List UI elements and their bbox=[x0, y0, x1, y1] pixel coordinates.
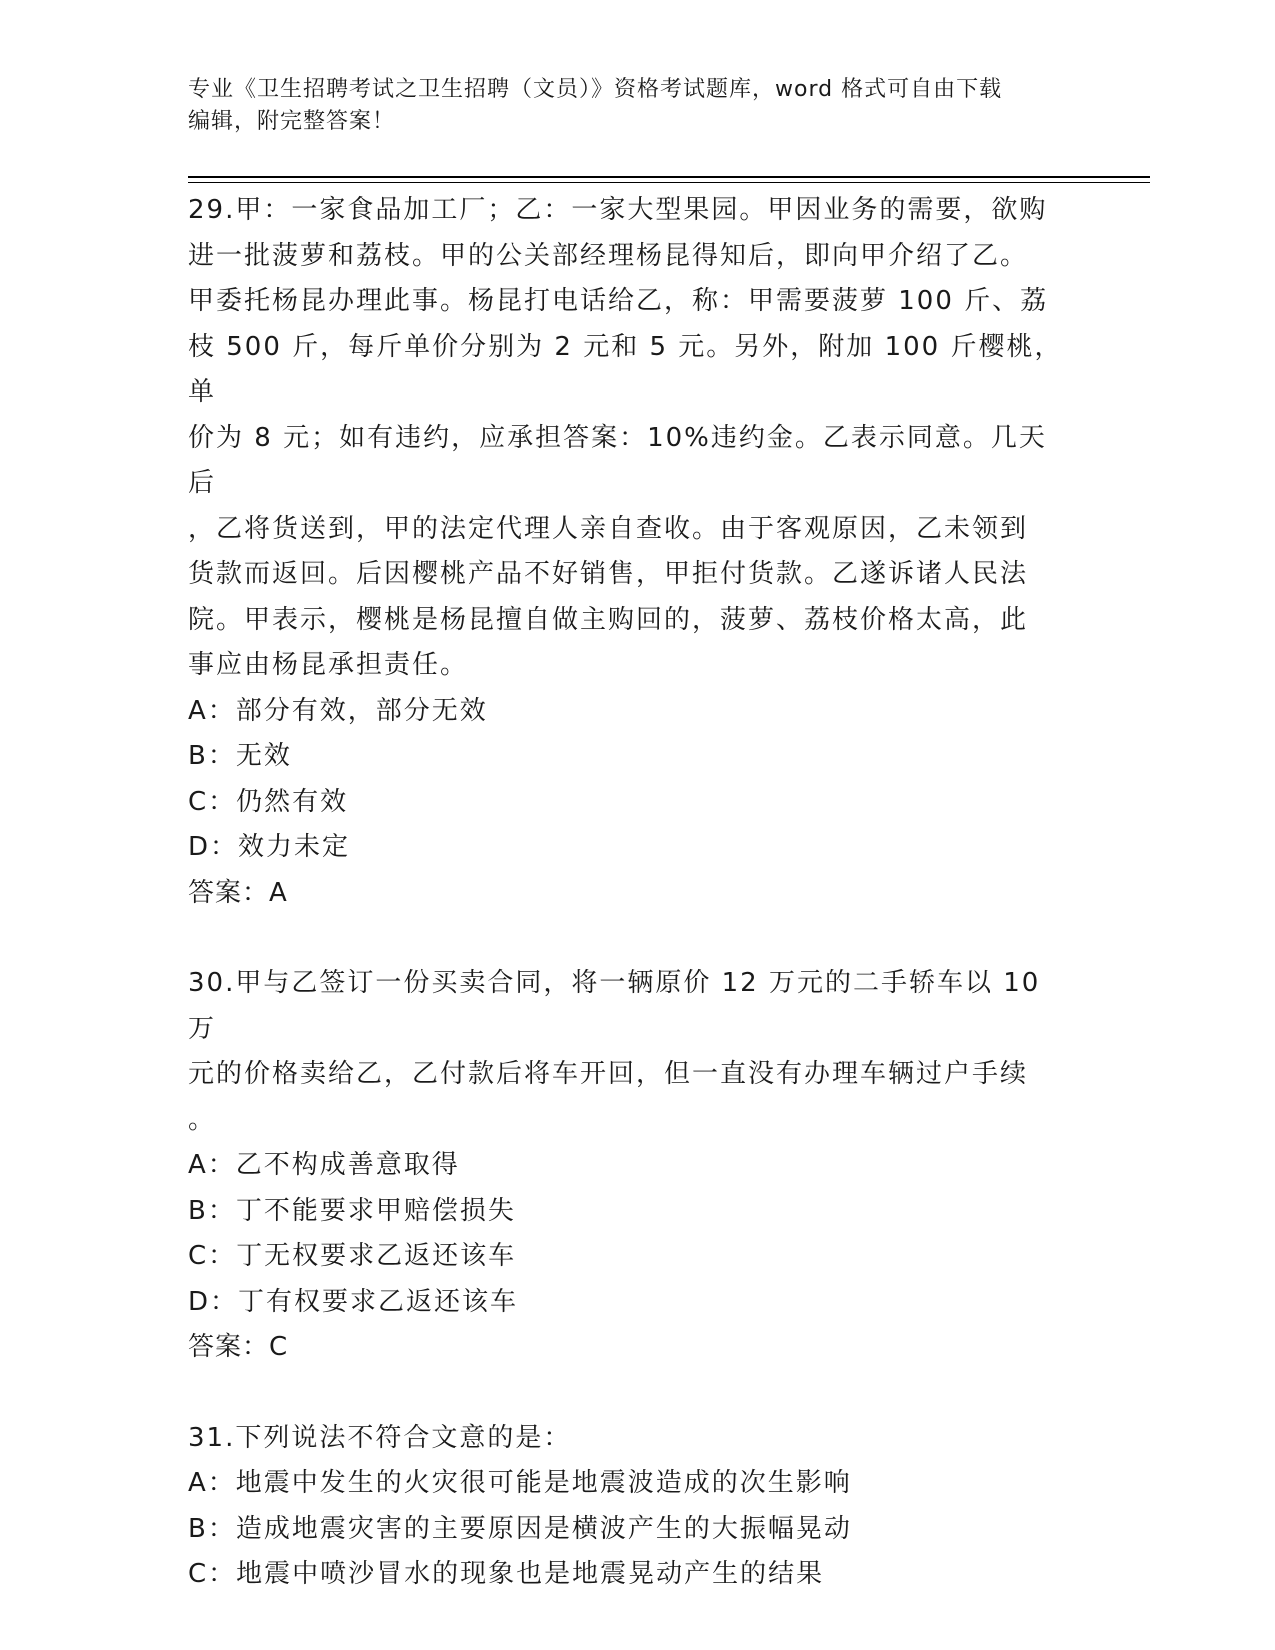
question-stem-line: 进一批菠萝和荔枝。甲的公关部经理杨昆得知后，即向甲介绍了乙。 bbox=[188, 240, 1029, 271]
question-30 bbox=[188, 961, 1068, 1371]
header-line-2: 编辑，附完整答案！ bbox=[188, 109, 396, 134]
question-list bbox=[188, 188, 1068, 1598]
question-stem-line: 30.甲与乙签订一份买卖合同，将一辆原价 12 万元的二手轿车以 10 万 bbox=[188, 968, 1041, 1044]
header-divider-thick bbox=[188, 176, 1150, 178]
question-31 bbox=[188, 1416, 1068, 1598]
option-b: B：无效 bbox=[188, 741, 292, 771]
question-stem-line: 价为 8 元；如有违约，应承担答案：10%违约金。乙表示同意。几天后 bbox=[188, 422, 1047, 498]
option-c: C：仍然有效 bbox=[188, 786, 349, 817]
header-line-1: 专业《卫生招聘考试之卫生招聘（文员）》资格考试题库，word 格式可自由下载 bbox=[188, 77, 1003, 102]
option-a: A：地震中发生的火灾很可能是地震波造成的次生影响 bbox=[188, 1468, 852, 1498]
option-c: C：丁无权要求乙返还该车 bbox=[188, 1241, 517, 1271]
option-b: B：造成地震灾害的主要原因是横波产生的大振幅晃动 bbox=[188, 1513, 852, 1544]
question-29 bbox=[188, 188, 1068, 916]
question-stem-line: 枝 500 斤，每斤单价分别为 2 元和 5 元。另外，附加 100 斤樱桃，单 bbox=[188, 331, 1063, 407]
question-stem-line: 元的价格卖给乙，乙付款后将车开回，但一直没有办理车辆过户手续 bbox=[188, 1059, 1029, 1089]
document-header bbox=[188, 74, 1068, 138]
option-b: B：丁不能要求甲赔偿损失 bbox=[188, 1195, 516, 1226]
answer-line: 答案：A bbox=[188, 877, 288, 908]
question-stem-line: 29.甲：一家食品加工厂；乙：一家大型果园。甲因业务的需要，欲购 bbox=[188, 195, 1048, 225]
question-stem-line: 甲委托杨昆办理此事。杨昆打电话给乙，称：甲需要菠萝 100 斤、荔 bbox=[188, 286, 1049, 316]
option-a: A：部分有效，部分无效 bbox=[188, 695, 488, 726]
question-stem-line: 31.下列说法不符合文意的是： bbox=[188, 1422, 572, 1453]
option-d: D：丁有权要求乙返还该车 bbox=[188, 1286, 519, 1317]
question-stem-line: 院。甲表示，樱桃是杨昆擅自做主购回的，菠萝、荔枝价格太高，此 bbox=[188, 604, 1029, 635]
question-stem-line: 事应由杨昆承担责任。 bbox=[188, 650, 469, 680]
question-spacer bbox=[188, 1371, 1068, 1416]
option-d: D：效力未定 bbox=[188, 832, 351, 862]
option-c: C：地震中喷沙冒水的现象也是地震晃动产生的结果 bbox=[188, 1559, 825, 1589]
question-stem-line: 。 bbox=[188, 1104, 217, 1135]
answer-line: 答案：C bbox=[188, 1332, 289, 1362]
header-divider-thin bbox=[188, 182, 1150, 183]
question-stem-line: ，乙将货送到，甲的法定代理人亲自查收。由于客观原因，乙未领到 bbox=[188, 513, 1029, 544]
question-spacer bbox=[188, 916, 1068, 961]
option-a: A：乙不构成善意取得 bbox=[188, 1150, 460, 1180]
question-stem-line: 货款而返回。后因樱桃产品不好销售，甲拒付货款。乙遂诉诸人民法 bbox=[188, 559, 1029, 589]
